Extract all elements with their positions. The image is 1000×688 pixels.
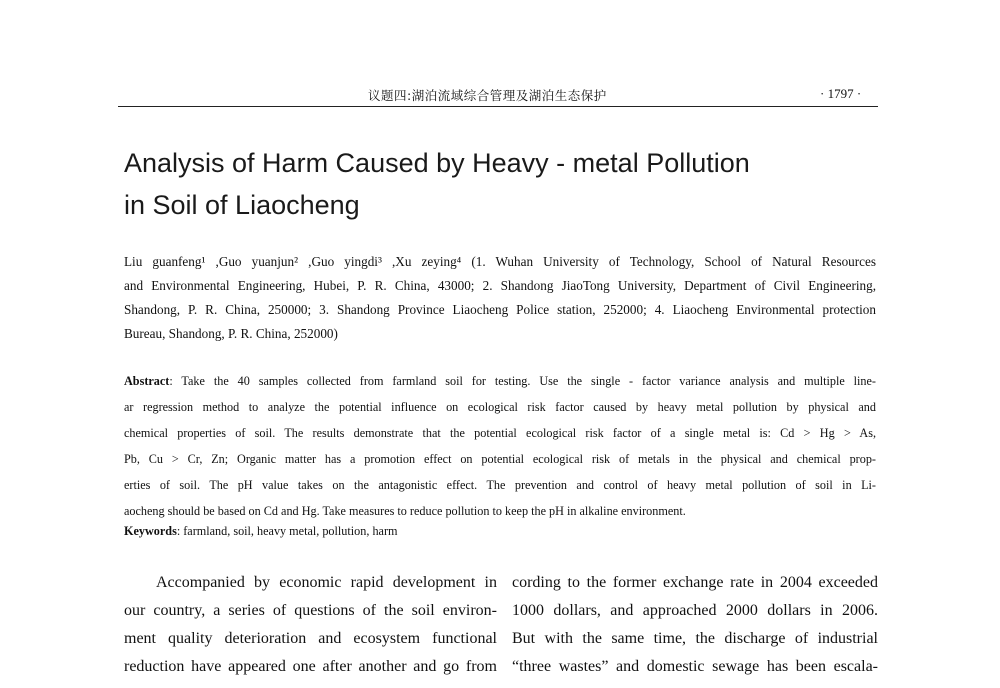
author-line: Shandong, P. R. China, 250000; 3. Shandong Province Liaocheng Police station, 252000; 4. Liaocheng Environmental protection: [124, 302, 876, 317]
keywords-label: Keywords: [124, 524, 177, 538]
abstract-line: erties of soil. The pH value takes on the antagonistic effect. The prevention and control of heavy metal pollution of soil in Li-: [124, 478, 876, 492]
body-left-line: reduction have appeared one after another and go from: [124, 658, 497, 675]
body-right-line: 1000 dollars, and approached 2000 dollars in 2006.: [512, 602, 878, 619]
paper-title-line-2: in Soil of Liaocheng: [124, 190, 360, 220]
paper-title-line-1: Analysis of Harm Caused by Heavy - metal Pollution: [124, 148, 750, 178]
running-header-section: 议题四:湖泊流域综合管理及湖泊生态保护: [368, 88, 607, 103]
body-right-line: cording to the former exchange rate in 2004 exceeded: [512, 574, 878, 591]
body-left-line: Accompanied by economic rapid development in: [156, 574, 497, 591]
body-right-line: “three wastes” and domestic sewage has been escala-: [512, 658, 878, 675]
author-line: and Environmental Engineering, Hubei, P. R. China, 43000; 2. Shandong JiaoTong University, Department of Civil Engineering,: [124, 278, 876, 293]
keywords-text: : farmland, soil, heavy metal, pollution, harm: [176, 524, 398, 538]
author-line: Liu guanfeng¹ ,Guo yuanjun² ,Guo yingdi³ ,Xu zeying⁴ (1. Wuhan University of Technology, School of Natural Resources: [124, 254, 876, 269]
body-left-line: our country, a series of questions of the soil environ-: [124, 602, 497, 619]
abstract-line: aocheng should be based on Cd and Hg. Take measures to reduce pollution to keep the pH in alkaline environment.: [124, 504, 686, 518]
author-line: Bureau, Shandong, P. R. China, 252000): [124, 326, 338, 341]
abstract-line: ar regression method to analyze the potential influence on ecological risk factor caused by heavy metal pollution by physical and: [124, 400, 876, 414]
page-number: · 1797 ·: [820, 86, 862, 101]
abstract-line: Pb, Cu > Cr, Zn; Organic matter has a promotion effect on potential ecological risk of metals in the physical and chemical prop-: [124, 452, 876, 466]
abstract-line: chemical properties of soil. The results demonstrate that the potential ecological risk factor of a single metal is: Cd > Hg > As,: [124, 426, 876, 440]
body-left-line: ment quality deterioration and ecosystem functional: [124, 630, 497, 647]
body-right-line: But with the same time, the discharge of industrial: [512, 630, 878, 647]
keywords: [124, 524, 398, 541]
header-rule: [118, 106, 878, 107]
abstract-line: : Take the 40 samples collected from farmland soil for testing. Use the single - factor variance analysis and multiple line-: [169, 374, 876, 388]
abstract-label: Abstract: [124, 374, 170, 388]
